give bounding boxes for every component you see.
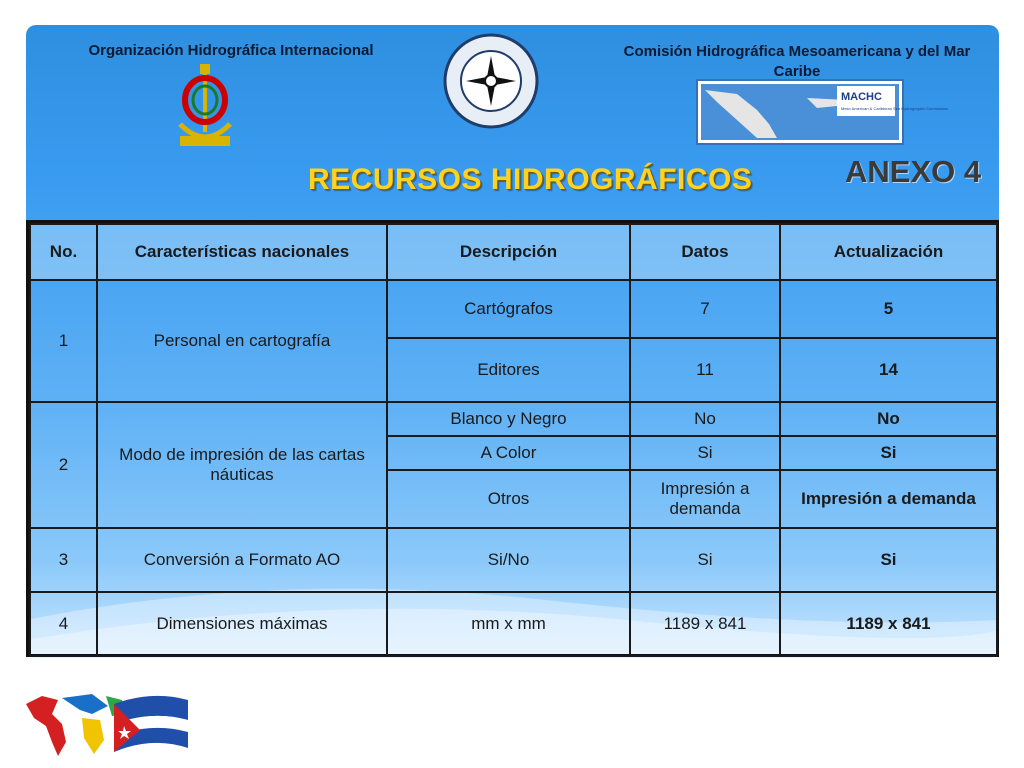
- cell-update: 14: [780, 338, 997, 402]
- cell-description: Si/No: [387, 528, 630, 592]
- cell-feature: Dimensiones máximas: [97, 592, 387, 656]
- cell-no: 2: [30, 402, 97, 528]
- table-row: [30, 592, 997, 656]
- page-title: RECURSOS HIDROGRÁFICOS: [308, 163, 753, 196]
- cell-update: Si: [780, 436, 997, 470]
- world-map-cuba-flag-icon: [22, 690, 192, 762]
- cell-data: No: [630, 402, 780, 436]
- header-no: No.: [30, 224, 97, 280]
- machc-label: MACHC: [841, 91, 882, 103]
- header-update: Actualización: [780, 224, 997, 280]
- table-row: [30, 402, 997, 436]
- annex-label: ANEXO 4: [845, 154, 982, 189]
- cell-description: mm x mm: [387, 592, 630, 656]
- cell-description: Otros: [387, 470, 630, 528]
- table-header-row: [30, 224, 997, 280]
- cell-description: A Color: [387, 436, 630, 470]
- cuba-hydrographic-seal-icon: [442, 32, 540, 130]
- header-data: Datos: [630, 224, 780, 280]
- cell-description: Cartógrafos: [387, 280, 630, 338]
- header-feature: Características nacionales: [97, 224, 387, 280]
- cell-no: 1: [30, 280, 97, 402]
- cell-update: 5: [780, 280, 997, 338]
- cell-data: Impresión a demanda: [630, 470, 780, 528]
- resources-table: [26, 220, 999, 657]
- cell-update: Si: [780, 528, 997, 592]
- cell-data: 7: [630, 280, 780, 338]
- machc-subtitle: Meso American & Caribbean Sea Hydrographic Commission: [841, 106, 949, 111]
- org-right-title: Comisión Hidrográfica Mesoamericana y del Mar Caribe: [623, 43, 971, 80]
- cell-feature: Conversión a Formato AO: [97, 528, 387, 592]
- cell-data: 11: [630, 338, 780, 402]
- cell-feature: Personal en cartografía: [97, 280, 387, 402]
- table-row: [30, 528, 997, 592]
- cell-update: 1189 x 841: [780, 592, 997, 656]
- org-left-title: Organización Hidrográfica Internacional: [88, 42, 374, 59]
- cell-feature: Modo de impresión de las cartas náuticas: [97, 402, 387, 528]
- cell-no: 4: [30, 592, 97, 656]
- cell-data: Si: [630, 528, 780, 592]
- cell-description: Editores: [387, 338, 630, 402]
- cell-data: Si: [630, 436, 780, 470]
- table-row: [30, 280, 997, 338]
- iho-anchor-emblem-icon: [170, 62, 240, 152]
- cell-description: Blanco y Negro: [387, 402, 630, 436]
- cell-update: Impresión a demanda: [780, 470, 997, 528]
- machc-map-logo-icon: [697, 80, 949, 144]
- cell-update: No: [780, 402, 997, 436]
- cell-data: 1189 x 841: [630, 592, 780, 656]
- header-description: Descripción: [387, 224, 630, 280]
- cell-no: 3: [30, 528, 97, 592]
